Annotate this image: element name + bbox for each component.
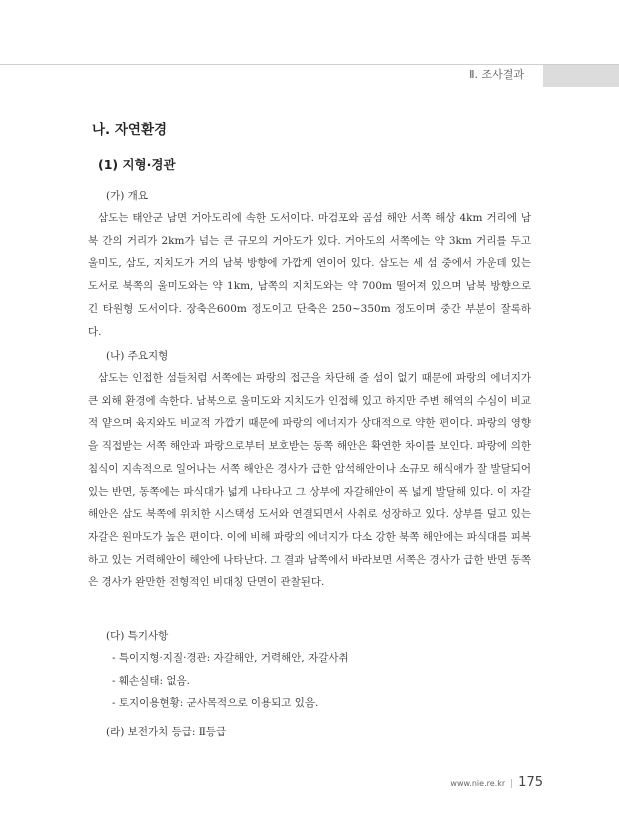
- landforms-block: [88, 345, 531, 594]
- conservation-block: [88, 721, 531, 743]
- overview-block: [88, 185, 531, 343]
- special-item: - 토지이용현황: 군사목적으로 이용되고 있음.: [112, 697, 319, 709]
- overview-heading: (가) 개요: [106, 190, 148, 202]
- footer-url[interactable]: www.nie.re.kr: [450, 779, 506, 788]
- special-item: - 훼손실태: 없음.: [112, 674, 190, 687]
- overview-paragraph: 삼도는 태안군 남면 거아도리에 속한 도서이다. 마검포와 곰섬 해안 서쪽 해상 4km 거리에 남북 간의 거리가 2km가 넘는 큰 규모의 거아도가 있다. 거아도의 서쪽에는 약 3km 거리를 두고 울미도, 삼도, 지치도가 거의 남북 방향에 가깝게 연이어 있다. 삼도는 세 섬 중에서 가운데 있는 도서로 북쪽의 울미도와는 약 1km, 남쪽의 지치도와는 약 700m 떨어져 있으며 남북 방향으로 긴 타원형 도서이다. 장축은600m 정도이고 단축은 250~350m 정도이며 중간 부분이 잘록하다.: [88, 212, 531, 338]
- chapter-tab: [543, 65, 619, 87]
- landforms-paragraph: 삼도는 인접한 섬들처럼 서쪽에는 파랑의 접근을 차단해 줄 섬이 없기 때문에 파랑의 에너지가 큰 외해 환경에 속한다. 남북으로 울미도와 지치도가 인접해 있고 하지만 주변 해역의 수심이 비교적 얕으며 육지와도 비교적 가깝기 때문에 파랑의 에너지가 상대적으로 약한 편이다. 파랑의 영향을 직접받는 서쪽 해안과 파랑으로부터 보호받는 동쪽 해안은 확연한 차이를 보인다. 파랑에 의한 침식이 지속적으로 일어나는 서쪽 해안은 경사가 급한 암석해안이나 소규모 해식애가 잘 발달되어 있는 반면, 동쪽에는 파식대가 넓게 나타나고 그 상부에 자갈해안이 폭 넓게 발달해 있다. 이 자갈해안은 삼도 북쪽에 위치한 시스택성 도서와 연결되면서 사취로 성장하고 있다. 상부를 덮고 있는 자갈은 원마도가 높은 편이다. 이에 비해 파랑의 에너지가 다소 강한 북쪽 해안에는 파식대를 피복하고 있는 거력해안이 해안에 나타난다. 그 결과 남쪽에서 바라보면 서쪽은 경사가 급한 반면 동쪽은 경사가 완만한 전형적인 비대칭 단면이 관찰된다.: [88, 372, 531, 589]
- special-item: - 특이지형·지질·경관: 자갈해안, 거력해안, 자갈사취: [112, 652, 349, 664]
- special-heading: (다) 특기사항: [106, 630, 169, 642]
- landforms-heading: (나) 주요지형: [106, 350, 169, 362]
- header-rule: [0, 64, 619, 65]
- chapter-header: Ⅱ. 조사결과: [469, 68, 524, 81]
- special-block: [88, 625, 531, 715]
- page-footer: [450, 771, 543, 790]
- page-number: 175: [518, 775, 543, 790]
- conservation-heading: (라) 보전가치 등급: Ⅱ등급: [106, 726, 227, 738]
- footer-separator: |: [510, 779, 514, 789]
- subsection-title: (1) 지형·경관: [98, 157, 176, 172]
- section-title: 나. 자연환경: [92, 122, 168, 138]
